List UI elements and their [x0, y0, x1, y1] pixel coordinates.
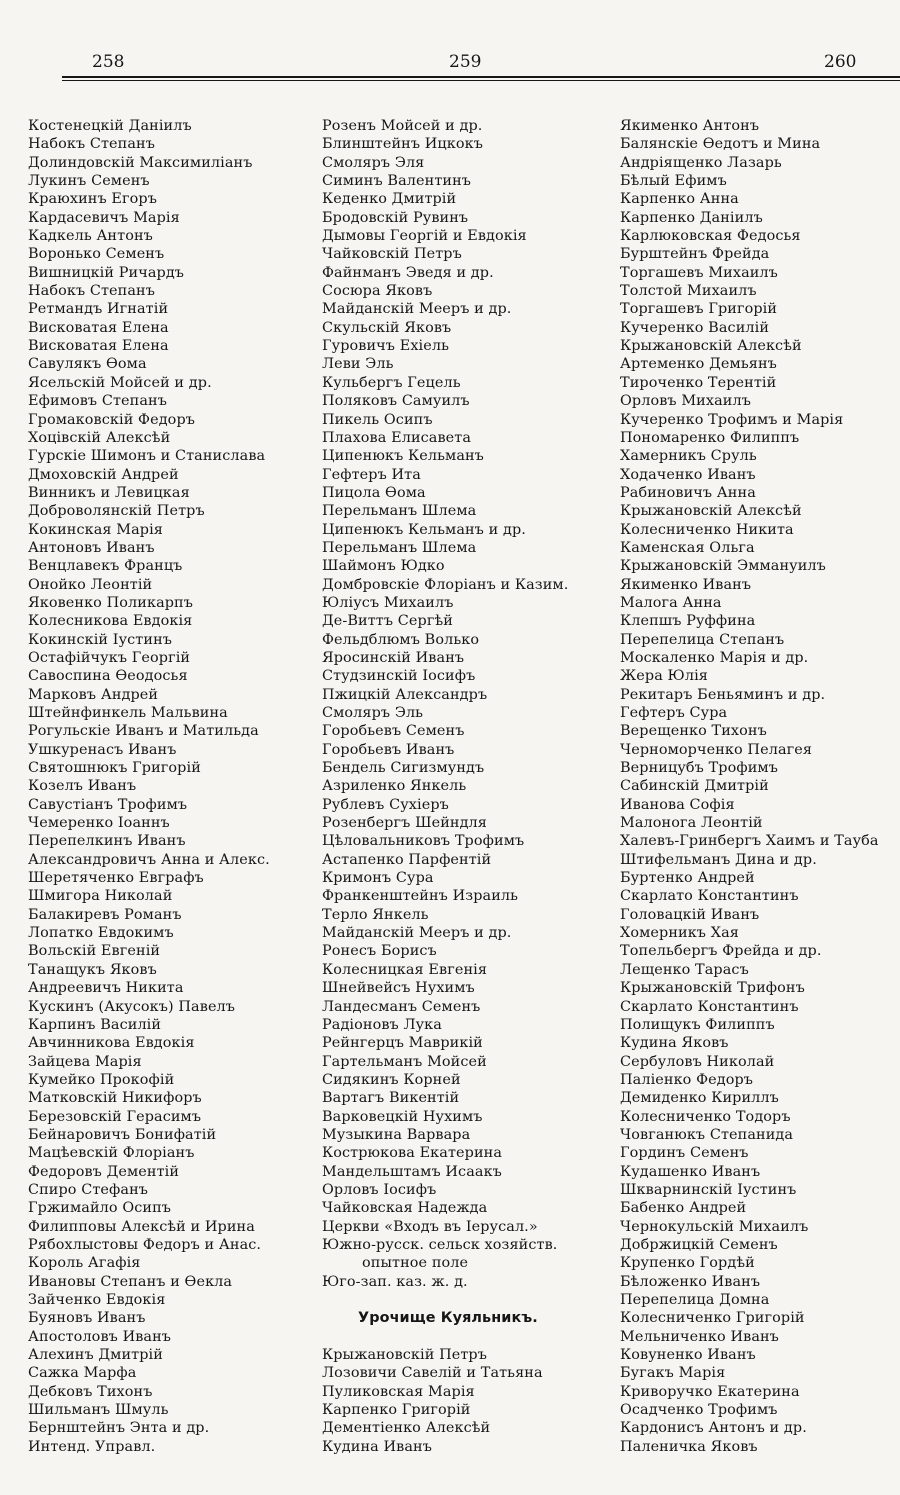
list-item: Якименко Антонъ [620, 118, 760, 134]
list-item: Марковъ Андрей [28, 686, 159, 703]
list-item: Юліусъ Михаилъ [322, 594, 454, 611]
list-item: Крыжановскій Петръ [322, 1347, 487, 1364]
list-item: Хомерникъ Хая [620, 925, 739, 942]
list-item: Крыжановскій Трифонъ [620, 980, 805, 997]
list-item-continuation: опытное поле [362, 1255, 469, 1272]
header-rule-thin [62, 80, 900, 81]
list-item: Мандельштамъ Исаакъ [322, 1163, 502, 1180]
list-item: Смоляръ Эль [322, 705, 424, 721]
list-item: Сосюра Яковъ [322, 283, 433, 300]
list-item: Бендель Сигизмундъ [322, 760, 485, 777]
list-item: Малонога Леонтій [620, 815, 763, 832]
list-item: Перельманъ Шлема [322, 503, 477, 520]
list-item: Андріященко Лазарь [620, 154, 782, 171]
list-item: Штейнфинкель Мальвина [28, 705, 228, 721]
list-item: Ковуненко Иванъ [620, 1347, 756, 1364]
list-item: Кускинъ (Акусокъ) Павелъ [28, 998, 236, 1015]
list-item: Карлюковская Федосья [620, 228, 801, 245]
list-item: Кучеренко Василій [620, 319, 770, 336]
list-item: Король Агафія [28, 1255, 141, 1272]
list-item: Авчинникова Евдокія [28, 1035, 195, 1052]
list-item: Жера Юлія [620, 668, 708, 685]
list-item: Паленичка Яковъ [620, 1438, 758, 1455]
list-item: Бернштейнъ Энта и др. [28, 1420, 210, 1437]
list-item: Ушкуренасъ Иванъ [28, 741, 177, 758]
list-item: Гартельманъ Мойсей [322, 1053, 487, 1070]
list-item: Вишницкій Ричардъ [28, 264, 185, 281]
list-item: Александровичъ Анна и Алекс. [28, 851, 270, 868]
list-item: Хамерникъ Сруль [620, 448, 757, 465]
list-item: Гуровичъ Ехіель [322, 338, 450, 355]
list-item: Буяновъ Иванъ [28, 1310, 146, 1327]
list-item: Головацкій Иванъ [620, 906, 760, 923]
list-item: Гефтеръ Сура [620, 705, 728, 721]
list-item: Осадченко Трофимъ [620, 1402, 778, 1419]
list-item: Антоновъ Иванъ [28, 539, 155, 556]
list-item: Цѣловальниковъ Трофимъ [322, 833, 525, 850]
list-item: Скарлато Константинъ [620, 888, 799, 905]
list-item: Церкви «Входъ въ Іерусал.» [322, 1218, 538, 1235]
list-item: Крыжановскій Эммануилъ [620, 558, 826, 575]
list-item: Кокинская Марія [28, 521, 163, 538]
list-item: Кадкель Антонъ [28, 228, 153, 245]
page-number-left: 258 [92, 52, 125, 72]
list-item: Музыкина Варвара [322, 1126, 471, 1143]
list-item: Костенецкій Даніилъ [28, 118, 192, 134]
list-item: Смоляръ Эля [322, 154, 425, 171]
list-item: Ронесъ Борисъ [322, 943, 437, 960]
list-item: Доброволянскій Петръ [28, 503, 205, 520]
list-item: Воронько Семенъ [28, 246, 165, 263]
list-item: Шаймонъ Юдко [322, 558, 445, 575]
list-item: Сербуловъ Николай [620, 1053, 775, 1070]
list-item: Онойко Леонтій [28, 576, 153, 593]
list-item: Скульскій Яковъ [322, 319, 452, 336]
list-item: Спиро Стефанъ [28, 1181, 149, 1198]
list-item: Шмигора Николай [28, 888, 173, 905]
list-item: Бродовскій Рувинъ [322, 209, 469, 226]
list-item: Ходаченко Иванъ [620, 466, 756, 483]
name-column-left [28, 117, 270, 1456]
list-item: Савулякъ Ѳома [28, 356, 147, 373]
list-item: Шкварнинскій Іустинъ [620, 1181, 797, 1198]
list-item: Дымовы Георгій и Евдокія [322, 228, 527, 245]
list-item: Перепелкинъ Иванъ [28, 833, 186, 850]
list-item: Карпенко Даніилъ [620, 209, 763, 226]
list-item: Торгашевъ Михаилъ [620, 264, 778, 281]
list-item: Винникъ и Левицкая [28, 484, 190, 501]
list-item: Майданскій Мееръ и др. [322, 925, 512, 942]
list-item: Криворучко Екатерина [620, 1383, 800, 1400]
list-item: Радіоновъ Лука [322, 1016, 442, 1033]
list-item: Краюхинъ Егоръ [28, 191, 157, 208]
list-item: Артеменко Демьянъ [620, 356, 777, 373]
list-item: Верещенко Тихонъ [620, 723, 767, 740]
list-item: Кульбергъ Гецель [322, 374, 461, 391]
list-item: Шильманъ Шмуль [28, 1402, 169, 1419]
list-item: Яросинскій Иванъ [322, 649, 465, 666]
list-item: Орловъ Михаилъ [620, 393, 751, 410]
list-item: Ясельскій Мойсей и др. [28, 374, 212, 391]
list-item: Ивановы Степанъ и Ѳекла [28, 1273, 233, 1290]
list-item: Рекитаръ Беньяминъ и др. [620, 686, 826, 703]
list-item: Паліенко Федоръ [620, 1071, 754, 1088]
list-item: Рабиновичъ Анна [620, 484, 756, 501]
list-item: Буртенко Андрей [620, 870, 755, 887]
list-item: Леви Эль [322, 356, 394, 373]
list-item: Колесниченко Никита [620, 521, 794, 538]
list-item: Чернокульскій Михаилъ [620, 1218, 809, 1235]
list-item: Савустіанъ Трофимъ [28, 796, 188, 813]
list-item: Кокинскій Іустинъ [28, 631, 173, 648]
list-item: Кумейко Прокофій [28, 1071, 175, 1088]
list-item: Долиндовскій Максимиліанъ [28, 154, 253, 171]
list-item: Бѣлый Ефимъ [620, 173, 727, 190]
list-item: Пжицкій Александръ [322, 686, 488, 703]
list-item: Бѣложенко Иванъ [620, 1273, 761, 1290]
list-item: Астапенко Парфентій [322, 851, 492, 868]
list-item: Симинъ Валентинъ [322, 173, 472, 190]
list-item: Бейнаровичъ Бонифатій [28, 1126, 217, 1143]
list-item: Колесницкая Евгенія [322, 961, 488, 978]
list-item: Рогульскіе Иванъ и Матильда [28, 723, 259, 740]
page-number-right: 260 [824, 52, 857, 72]
list-item: Иванова Софія [620, 796, 735, 813]
list-item: Кудина Иванъ [322, 1438, 432, 1455]
list-item: Чайковскій Петръ [322, 246, 462, 263]
list-item: Гефтеръ Ита [322, 466, 421, 483]
list-item: Кучеренко Трофимъ и Марія [620, 411, 844, 428]
list-item: Плахова Елисавета [322, 429, 472, 446]
list-item: Ретмандъ Игнатій [28, 301, 169, 318]
list-item: Якименко Иванъ [620, 576, 752, 593]
list-item: Мельниченко Иванъ [620, 1328, 779, 1345]
list-item: Мацѣевскій Флоріанъ [28, 1145, 195, 1162]
list-item: Гординъ Семенъ [620, 1145, 749, 1162]
list-item: Дементіенко Алексѣй [322, 1420, 491, 1437]
name-column-right [620, 117, 879, 1456]
list-item: Сажка Марфа [28, 1365, 137, 1382]
list-item: Кудина Яковъ [620, 1035, 729, 1052]
list-item: Перепелица Домна [620, 1292, 770, 1308]
header-rule-thick [62, 76, 900, 78]
list-item: Москаленко Марія и др. [620, 649, 809, 666]
list-item: Матковскій Никифоръ [28, 1090, 202, 1107]
list-item: Полищукъ Филиппъ [620, 1016, 775, 1033]
list-item: Штифельманъ Дина и др. [620, 851, 817, 868]
list-item: Зайченко Евдокія [28, 1292, 166, 1308]
list-item: Горобьевъ Семенъ [322, 723, 465, 740]
list-item: Колесниченко Григорій [620, 1310, 805, 1327]
list-item: Кеденко Дмитрій [322, 191, 457, 208]
section-heading: Урочище Куяльникъ. [358, 1310, 538, 1327]
list-item: Студзинскій Іосифъ [322, 668, 476, 685]
list-item: Дебковъ Тихонъ [28, 1383, 153, 1400]
list-item: Франкенштейнъ Израиль [322, 888, 519, 905]
list-item: Домбровскіе Флоріанъ и Казим. [322, 576, 569, 593]
list-item: Крупенко Гордѣй [620, 1255, 755, 1272]
list-item: Човганюкъ Степанида [620, 1126, 794, 1143]
list-item: Ефимовъ Степанъ [28, 393, 167, 410]
list-item: Файнманъ Эведя и др. [322, 264, 494, 281]
list-item: Бабенко Андрей [620, 1200, 747, 1217]
list-item: Алехинъ Дмитрій [28, 1347, 163, 1364]
list-item: Крыжановскій Алексѣй [620, 338, 802, 355]
list-item: Висковатая Елена [28, 338, 169, 355]
list-item: Ландесманъ Семенъ [322, 998, 481, 1015]
list-item: Ципенюкъ Кельманъ и др. [322, 521, 526, 538]
list-item: Розенъ Мойсей и др. [322, 118, 483, 134]
list-item: Пицола Ѳома [322, 484, 426, 501]
list-item: Козелъ Иванъ [28, 778, 137, 795]
list-item: Рейнгерцъ Маврикій [322, 1035, 483, 1052]
list-item: Хоцівскій Алексѣй [28, 429, 171, 446]
list-item: Лопатко Евдокимъ [28, 925, 174, 942]
list-item: Андреевичъ Никита [28, 980, 184, 997]
list-item: Майданскій Мееръ и др. [322, 301, 512, 318]
list-item: Чайковская Надежда [322, 1200, 488, 1217]
list-item: Карпенко Анна [620, 191, 739, 208]
list-item: Толстой Михаилъ [620, 283, 757, 300]
list-item: Колесникова Евдокія [28, 613, 193, 630]
list-item: Кримонъ Сура [322, 870, 434, 887]
list-item: Лозовичи Савелій и Татьяна [322, 1365, 543, 1382]
list-item: Балакиревъ Романъ [28, 906, 182, 923]
list-item: Лещенко Тарасъ [620, 961, 749, 978]
list-item: Савоспина Ѳеодосья [28, 668, 188, 685]
list-item: Пикель Осипъ [322, 411, 433, 428]
list-item: Азриленко Янкель [322, 778, 467, 795]
list-item: Святошнюкъ Григорій [28, 760, 201, 777]
list-item: Апостоловъ Иванъ [28, 1328, 172, 1345]
list-item: Клепшъ Руффина [620, 613, 756, 630]
list-item: Ципенюкъ Кельманъ [322, 448, 484, 465]
list-item: Чемеренко Іоаннъ [28, 815, 170, 832]
list-item: Березовскій Герасимъ [28, 1108, 202, 1125]
list-item: Рябохлыстовы Федоръ и Анас. [28, 1236, 262, 1253]
list-item: Зайцева Марія [28, 1053, 142, 1070]
list-item: Интенд. Управл. [28, 1438, 156, 1455]
list-item: Перельманъ Шлема [322, 539, 477, 556]
list-item: Гржимайло Осипъ [28, 1200, 172, 1217]
list-item: Розенбергъ Шейндля [322, 815, 487, 832]
list-item: Набокъ Степанъ [28, 136, 155, 153]
page-header [0, 48, 900, 78]
list-item: Балянскіе Ѳедотъ и Мина [620, 136, 821, 153]
list-item: Крыжановскій Алексѣй [620, 503, 802, 520]
list-item: Вартагъ Викентій [322, 1090, 460, 1107]
list-item: Шеретяченко Евграфъ [28, 870, 204, 887]
list-item: Громаковскій Федоръ [28, 411, 196, 428]
list-item: Торгашевъ Григорій [620, 301, 778, 318]
list-item: Кострюкова Екатерина [322, 1145, 503, 1162]
list-item: Сабинскій Дмитрій [620, 778, 769, 795]
list-item: Вольскій Евгеній [28, 943, 161, 960]
list-item: Южно-русск. сельск хозяйств. [322, 1236, 558, 1253]
list-item: Топельбергъ Фрейда и др. [620, 943, 822, 960]
list-item: Кардасевичъ Марія [28, 209, 180, 226]
list-item: Перепелица Степанъ [620, 631, 785, 648]
list-item: Верницубъ Трофимъ [620, 760, 778, 777]
list-item: Дмоховскій Андрей [28, 466, 179, 483]
list-item: Малога Анна [620, 594, 722, 611]
list-item: Карпинъ Василій [28, 1016, 162, 1033]
list-item: Федоровъ Дементій [28, 1163, 180, 1180]
list-item: Юго-зап. каз. ж. д. [322, 1273, 468, 1290]
list-item: Филипповы Алексѣй и Ирина [28, 1218, 255, 1235]
page-number-center: 259 [449, 52, 482, 72]
list-item: Бурштейнъ Фрейда [620, 246, 770, 263]
list-item: Поляковъ Самуилъ [322, 393, 470, 410]
list-item: Рублевъ Сухіеръ [322, 796, 449, 813]
list-item: Сидякинъ Корней [322, 1071, 461, 1088]
list-item: Фельдблюмъ Волько [322, 631, 480, 648]
list-item: Варковецкій Нухимъ [322, 1108, 483, 1125]
list-item: Пуликовская Марія [322, 1383, 475, 1400]
list-item: Скарлато Константинъ [620, 998, 799, 1015]
list-item: Демиденко Кириллъ [620, 1090, 779, 1107]
list-item: Танащукъ Яковъ [28, 961, 157, 978]
list-item: Кудашенко Иванъ [620, 1163, 761, 1180]
spacer [322, 1328, 568, 1346]
list-item: Набокъ Степанъ [28, 283, 155, 300]
list-item: Каменская Ольга [620, 539, 755, 556]
list-item: Бугакъ Марія [620, 1365, 726, 1382]
list-item: Шнейвейсъ Нухимъ [322, 980, 475, 997]
list-item: Гурскіе Шимонъ и Станислава [28, 448, 266, 465]
list-item: Тироченко Терентій [620, 374, 777, 391]
list-item: Колесниченко Тодоръ [620, 1108, 791, 1125]
list-item: Терло Янкель [322, 906, 429, 923]
list-item: Карпенко Григорій [322, 1402, 471, 1419]
list-item: Пономаренко Филиппъ [620, 429, 800, 446]
list-item: Висковатая Елена [28, 319, 169, 336]
list-item: Орловъ Іосифъ [322, 1181, 437, 1198]
list-item: Остафійчукъ Георгій [28, 649, 191, 666]
list-item: Лукинъ Семенъ [28, 173, 150, 190]
list-item: Венцлавекъ Францъ [28, 558, 183, 575]
list-item: Де-Виттъ Сергѣй [322, 613, 453, 630]
list-item: Халевъ-Гринбергъ Хаимъ и Тауба [620, 833, 879, 850]
list-item: Блинштейнъ Ицкокъ [322, 136, 483, 153]
list-item: Яковенко Поликарпъ [28, 594, 194, 611]
list-item: Горобьевъ Иванъ [322, 741, 455, 758]
name-column-middle [322, 117, 568, 1456]
list-item: Кардонисъ Антонъ и др. [620, 1420, 807, 1437]
spacer [322, 1291, 568, 1309]
list-item: Добржицкій Семенъ [620, 1236, 778, 1253]
list-item: Черноморченко Пелагея [620, 741, 813, 758]
